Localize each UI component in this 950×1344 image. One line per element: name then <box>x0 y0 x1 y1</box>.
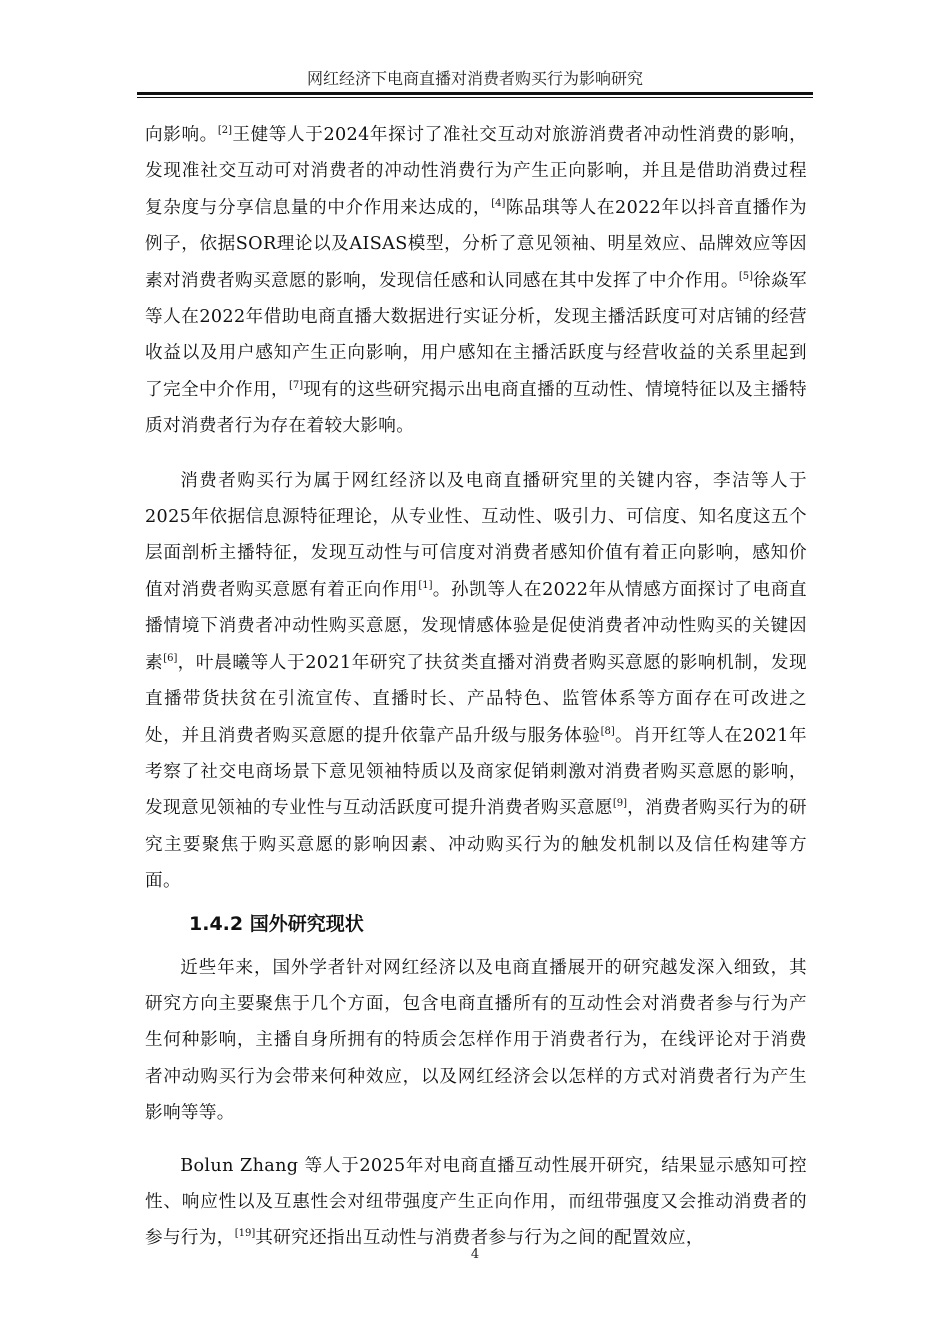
text-run: ，消费者购买行为的研究主要聚焦于购买意愿的影响因素、冲动购买行为的触发机制以及信任构建等方面。 <box>145 798 807 892</box>
body-text <box>145 117 807 1257</box>
paragraph <box>145 463 807 900</box>
paragraph-gap <box>145 445 807 463</box>
citation-marker: [9] <box>612 798 628 810</box>
citation-marker: [4] <box>491 197 506 209</box>
text-run: 近些年来，国外学者针对网红经济以及电商直播展开的研究越发深入细致，其研究方向主要聚焦于几个方面，包含电商直播所有的互动性会对消费者参与行为产生何种影响，主播自身所拥有的特质会怎样作用于消费者行为，在线评论对于消费者冲动购买行为会带来何种效应，以及网红经济会以怎样的方式对消费者行为产生影响等等。 <box>145 957 807 1124</box>
text-run: 。孙凯等人在2022年从情感方面探讨了电商直播情境下消费者冲动性购买意愿，发现情感体验是促使消费者冲动性购买的关键因素 <box>145 579 807 673</box>
section-heading: 1.4.2 国外研究现状 <box>189 912 364 935</box>
text-run: Bolun Zhang 等人于2025年对电商直播互动性展开研究，结果显示感知可控性、响应性以及互惠性会对纽带强度产生正向作用，而纽带强度又会推动消费者的参与行为， <box>145 1155 807 1249</box>
header-rule-thick <box>137 92 813 95</box>
text-run: 徐焱军等人在2022年借助电商直播大数据进行实证分析，发现主播活跃度可对店铺的经营收益以及用户感知产生正向影响，用户感知在主播活跃度与经营收益的关系里起到了完全中介作用， <box>145 270 807 400</box>
text-run: 消费者购买行为属于网红经济以及电商直播研究里的关键内容，李洁等人于2025年依据信息源特征理论，从专业性、互动性、吸引力、可信度、知名度这五个层面剖析主播特征，发现互动性与可信度对消费者感知价值有着正向影响，感知价值对消费者购买意愿有着正向作用 <box>145 470 807 600</box>
citation-marker: [8] <box>600 725 615 737</box>
text-run: 现有的这些研究揭示出电商直播的互动性、情境特征以及主播特质对消费者行为存在着较大影响。 <box>145 379 807 437</box>
text-run: 王健等人于2024年探讨了准社交互动对旅游消费者冲动性消费的影响，发现准社交互动可对消费者的冲动性消费行为产生正向影响，并且是借助消费过程复杂度与分享信息量的中介作用来达成的， <box>145 125 808 218</box>
paragraph <box>145 950 807 1132</box>
paragraph-gap <box>145 1132 807 1148</box>
text-run: 。肖开红等人在2021年考察了社交电商场景下意见领袖特质以及商家促销刺激对消费者购买意愿的影响，发现意见领袖的专业性与互动活跃度可提升消费者购买意愿 <box>145 725 807 819</box>
text-run: 向影响。 <box>145 125 218 145</box>
page-number: 4 <box>470 1247 480 1262</box>
text-run: 陈品琪等人在2022年以抖音直播作为例子，依据SOR理论以及AISAS模型，分析了意见领袖、明星效应、品牌效应等因素对消费者购买意愿的影响，发现信任感和认同感在其中发挥了中介作用。 <box>145 197 808 291</box>
citation-marker: [2] <box>217 125 233 136</box>
header-rule-thin <box>137 97 813 98</box>
text-run: ，叶晨曦等人于2021年研究了扶贫类直播对消费者购买意愿的影响机制，发现直播带货扶贫在引流宣传、直播时长、产品特色、监管体系等方面存在可改进之处，并且消费者购买意愿的提升依靠产品升级与服务体验 <box>145 652 807 746</box>
citation-marker: [6] <box>163 652 178 664</box>
running-header: 网红经济下电商直播对消费者购买行为影响研究 <box>306 69 643 88</box>
citation-marker: [1] <box>418 579 433 591</box>
paragraph <box>145 1148 807 1257</box>
citation-marker: [19] <box>234 1228 256 1240</box>
citation-marker: [5] <box>738 270 753 282</box>
text-run: 其研究还指出互动性与消费者参与行为之间的配置效应， <box>255 1228 704 1249</box>
paragraph <box>145 117 807 445</box>
citation-marker: [7] <box>288 379 304 391</box>
